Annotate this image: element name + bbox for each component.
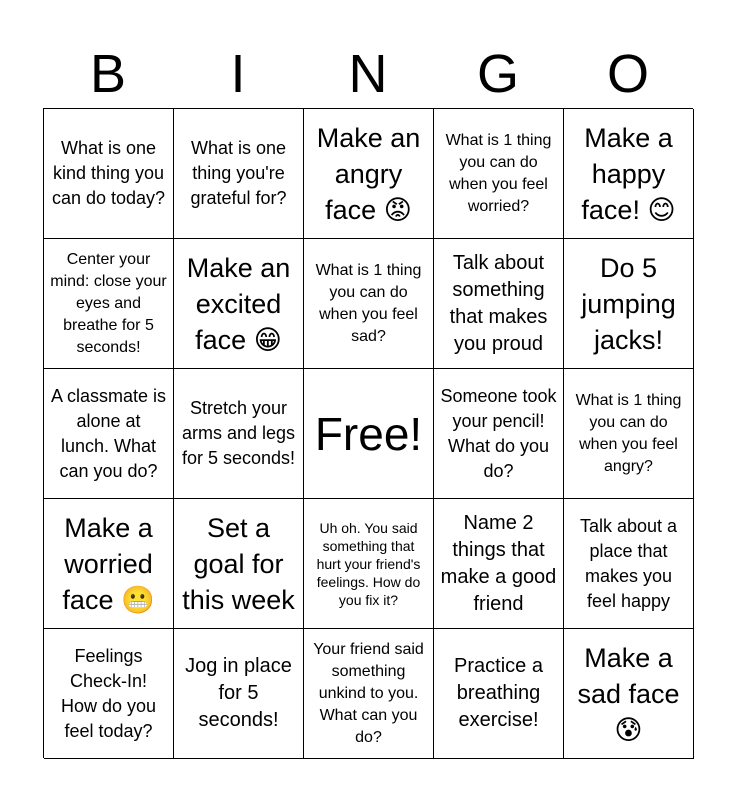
bingo-cell[interactable] (304, 499, 434, 629)
bingo-cell[interactable] (434, 109, 564, 239)
bingo-cell[interactable] (434, 369, 564, 499)
cell-text: Talk about a place that makes you feel happy (579, 515, 678, 611)
header-letter-i: I (230, 44, 246, 104)
cell-text: A classmate is alone at lunch. What can you do? (50, 385, 167, 481)
free-space-cell[interactable] (304, 369, 434, 499)
cell-text: What is 1 thing you can do when you feel worried? (445, 131, 552, 215)
header-letter-n: N (348, 44, 388, 104)
bingo-cell[interactable] (174, 369, 304, 499)
bingo-cell[interactable] (564, 109, 694, 239)
cell-text: What is 1 thing you can do when you feel sad? (315, 261, 422, 345)
bingo-cell[interactable] (174, 109, 304, 239)
header-letter-b: B (89, 44, 127, 104)
cell-text: Jog in place for 5 seconds! (185, 655, 292, 731)
cell-text: Make an excited face 😁 (186, 252, 291, 355)
header-letter-o: O (606, 44, 649, 104)
bingo-cell[interactable] (564, 499, 694, 629)
bingo-cell[interactable] (44, 239, 174, 369)
cell-text: Make an angry face 😡 (316, 122, 421, 225)
cell-text: Make a sad face 😰 (577, 642, 680, 745)
cell-text: Someone took your pencil! What do you do? (440, 385, 557, 481)
cell-text: What is 1 thing you can do when you feel angry? (575, 391, 682, 475)
cell-text: What is one kind thing you can do today? (51, 138, 166, 208)
cell-text: Feelings Check-In! How do you feel today? (60, 645, 157, 741)
cell-text: Free! (314, 407, 423, 460)
bingo-cell[interactable] (174, 629, 304, 759)
bingo-board (43, 108, 693, 758)
bingo-cell[interactable] (304, 629, 434, 759)
bingo-cell[interactable] (44, 499, 174, 629)
cell-text: Set a goal for this week (182, 512, 295, 615)
cell-text: Name 2 things that make a good friend (440, 511, 557, 615)
bingo-cell[interactable] (564, 369, 694, 499)
bingo-cell[interactable] (44, 629, 174, 759)
cell-text: Do 5 jumping jacks! (581, 252, 676, 355)
cell-text: Practice a breathing exercise! (454, 655, 543, 731)
bingo-cell[interactable] (564, 629, 694, 759)
cell-text: Make a happy face! 😊 (581, 122, 676, 225)
bingo-header (43, 40, 693, 108)
cell-text: What is one thing you're grateful for? (190, 138, 287, 208)
bingo-cell[interactable] (174, 239, 304, 369)
header-letter-g: G (476, 44, 519, 104)
cell-text: Center your mind: close your eyes and breathe for 5 seconds! (50, 250, 167, 356)
cell-text: Make a worried face 😬 (62, 512, 155, 615)
cell-text: Uh oh. You said something that hurt your friend's feelings. How do you fix it? (316, 519, 421, 608)
bingo-cell[interactable] (304, 239, 434, 369)
cell-text: Your friend said something unkind to you. What can you do? (313, 640, 424, 746)
bingo-cell[interactable] (434, 499, 564, 629)
bingo-cell[interactable] (434, 239, 564, 369)
cell-text: Talk about something that makes you proud (449, 251, 548, 355)
bingo-cell[interactable] (304, 109, 434, 239)
bingo-cell[interactable] (174, 499, 304, 629)
cell-text: Stretch your arms and legs for 5 seconds! (181, 398, 296, 468)
bingo-cell[interactable] (564, 239, 694, 369)
bingo-cell[interactable] (44, 109, 174, 239)
bingo-cell[interactable] (44, 369, 174, 499)
bingo-cell[interactable] (434, 629, 564, 759)
